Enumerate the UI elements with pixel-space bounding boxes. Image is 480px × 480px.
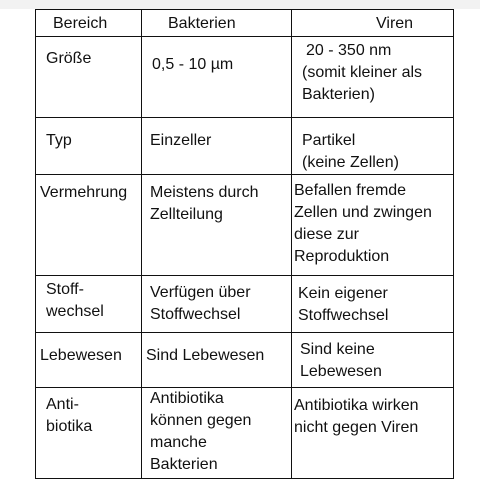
cell-text: Typ bbox=[46, 132, 72, 149]
cell-text: Stoffwechsel bbox=[298, 307, 389, 324]
cell-text: Anti- bbox=[46, 396, 79, 413]
cell-text: Reproduktion bbox=[294, 248, 390, 265]
bakterien-cell bbox=[142, 333, 292, 388]
top-margin-strip bbox=[0, 0, 480, 9]
cell-text: Meistens durch bbox=[150, 184, 259, 201]
cell-text: (somit kleiner als bbox=[302, 64, 423, 81]
viren-cell bbox=[292, 175, 454, 276]
viren-cell bbox=[292, 388, 454, 479]
cell-text: 20 - 350 nm bbox=[306, 42, 392, 59]
header-cell-viren bbox=[292, 10, 454, 37]
cell-text: Bakterien bbox=[150, 456, 218, 473]
table-row bbox=[36, 276, 454, 333]
header-cell-bakterien bbox=[142, 10, 292, 37]
header-label: Bereich bbox=[53, 15, 108, 32]
table-row bbox=[36, 175, 454, 276]
header-label: Bakterien bbox=[168, 15, 236, 32]
bakterien-cell bbox=[142, 276, 292, 333]
header-cell-bereich bbox=[36, 10, 142, 37]
cell-text: Einzeller bbox=[150, 132, 212, 149]
cell-text: Stoff- bbox=[46, 281, 84, 298]
table-row bbox=[36, 333, 454, 388]
cell-text: Vermehrung bbox=[40, 184, 128, 201]
header-label: Viren bbox=[376, 15, 414, 32]
row-key-cell bbox=[36, 118, 142, 175]
cell-text: Antibiotika wirken bbox=[294, 397, 419, 414]
row-key-cell bbox=[36, 175, 142, 276]
cell-text: Lebewesen bbox=[300, 363, 382, 380]
row-key-cell bbox=[36, 276, 142, 333]
cell-text: biotika bbox=[46, 418, 93, 435]
cell-text: Sind keine bbox=[300, 341, 375, 358]
viren-cell bbox=[292, 333, 454, 388]
cell-text: Stoffwechsel bbox=[150, 306, 241, 323]
table-row bbox=[36, 118, 454, 175]
bakterien-cell bbox=[142, 118, 292, 175]
row-key-cell bbox=[36, 37, 142, 118]
viren-cell bbox=[292, 37, 454, 118]
cell-text: Antibiotika bbox=[150, 390, 224, 407]
cell-text: nicht gegen Viren bbox=[294, 419, 419, 436]
cell-text: Größe bbox=[46, 50, 92, 67]
table-row bbox=[36, 37, 454, 118]
bakterien-cell bbox=[142, 175, 292, 276]
cell-text: Lebewesen bbox=[40, 347, 122, 364]
cell-text: manche bbox=[150, 434, 207, 451]
cell-text: Verfügen über bbox=[150, 284, 251, 301]
bakterien-cell bbox=[142, 388, 292, 479]
comparison-table bbox=[35, 9, 454, 479]
bakterien-cell bbox=[142, 37, 292, 118]
cell-text: Partikel bbox=[302, 132, 356, 149]
cell-text: (keine Zellen) bbox=[302, 154, 399, 171]
row-key-cell bbox=[36, 388, 142, 479]
cell-text: Bakterien) bbox=[302, 86, 375, 103]
viren-cell bbox=[292, 118, 454, 175]
cell-text: Befallen fremde bbox=[294, 182, 407, 199]
table-row bbox=[36, 388, 454, 479]
cell-text: 0,5 - 10 µm bbox=[152, 56, 234, 73]
cell-text: Zellteilung bbox=[150, 206, 223, 223]
cell-text: können gegen bbox=[150, 412, 252, 429]
cell-text: Zellen und zwingen bbox=[294, 204, 432, 221]
cell-text: diese zur bbox=[294, 226, 359, 243]
cell-text: Sind Lebewesen bbox=[146, 347, 265, 364]
row-key-cell bbox=[36, 333, 142, 388]
table-header-row bbox=[36, 10, 454, 37]
viren-cell bbox=[292, 276, 454, 333]
cell-text: Kein eigener bbox=[298, 285, 388, 302]
cell-text: wechsel bbox=[46, 303, 104, 320]
